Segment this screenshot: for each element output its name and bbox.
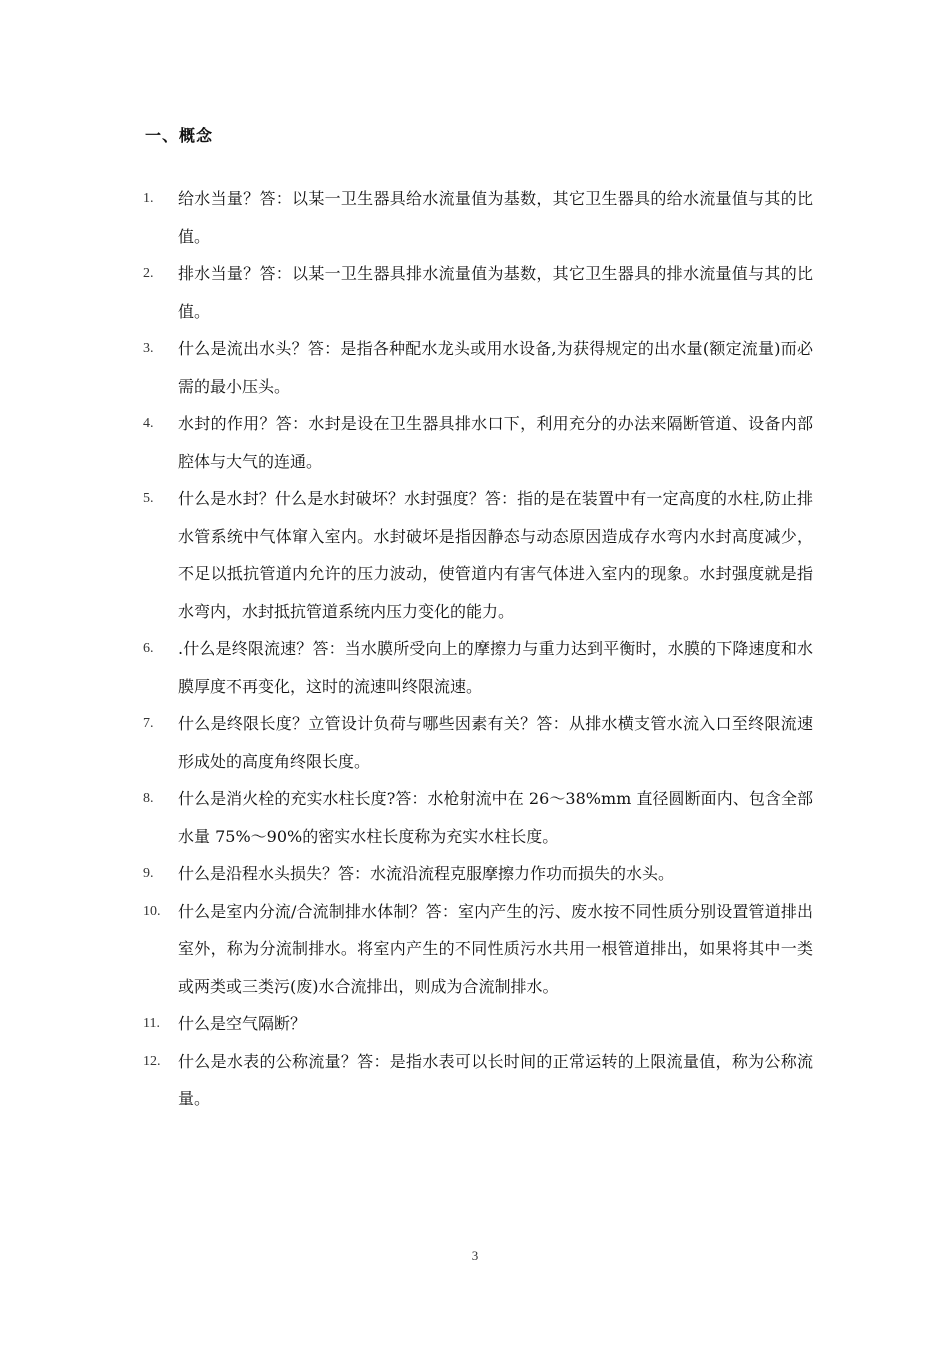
item-text: 水封的作用？答：水封是设在卫生器具排水口下，利用充分的办法来隔断管道、设备内部腔体与大气的连通。 <box>178 414 813 471</box>
list-item <box>143 893 813 1006</box>
list-item <box>143 1005 813 1043</box>
item-number: 7. <box>143 716 154 731</box>
item-text: 什么是水表的公称流量？答：是指水表可以长时间的正常运转的上限流量值，称为公称流量。 <box>178 1051 813 1108</box>
item-text: 什么是水封？什么是水封破坏？水封强度？答：指的是在装置中有一定高度的水柱,防止排水管系统中气体窜入室内。水封破坏是指因静态与动态原因造成存水弯内水封高度减少，不足以抵抗管道内允许的压力波动，使管道内有害气体进入室内的现象。水封强度就是指水弯内，水封抵抗管道系统内压力变化的能力。 <box>178 489 813 621</box>
item-text: 什么是空气隔断？ <box>178 1014 307 1033</box>
list-item <box>143 180 813 255</box>
list-item <box>143 630 813 705</box>
item-text: 什么是消火栓的充实水柱长度?答：水枪射流中在 26～38%mm 直径圆断面内、包含全部水量 75%～90%的密实水柱长度称为充实水柱长度。 <box>178 789 813 846</box>
item-number: 3. <box>143 341 154 356</box>
item-text: 什么是流出水头？答：是指各种配水龙头或用水设备,为获得规定的出水量(额定流量)而必需的最小压头。 <box>178 339 813 396</box>
item-number: 2. <box>143 266 154 281</box>
item-text: 给水当量？答：以某一卫生器具给水流量值为基数，其它卫生器具的给水流量值与其的比值。 <box>178 189 813 246</box>
item-number: 9. <box>143 866 154 881</box>
item-number: 1. <box>143 191 154 206</box>
list-item <box>143 405 813 480</box>
item-number: 5. <box>143 491 154 506</box>
list-item <box>143 1043 813 1118</box>
list-item <box>143 705 813 780</box>
list-item <box>143 255 813 330</box>
list-item <box>143 330 813 405</box>
item-number: 12. <box>143 1053 161 1069</box>
item-number: 8. <box>143 791 154 806</box>
item-number: 6. <box>143 641 154 656</box>
concept-list <box>143 180 813 1118</box>
list-item <box>143 855 813 893</box>
item-text: .什么是终限流速？答：当水膜所受向上的摩擦力与重力达到平衡时，水膜的下降速度和水膜厚度不再变化，这时的流速叫终限流速。 <box>178 639 813 696</box>
section-heading: 一、概念 <box>145 126 214 145</box>
item-number: 4. <box>143 416 154 431</box>
item-text: 什么是沿程水头损失？答：水流沿流程克服摩擦力作功而损失的水头。 <box>178 864 675 883</box>
list-item <box>143 780 813 855</box>
item-number: 10. <box>143 903 161 919</box>
item-text: 排水当量？答：以某一卫生器具排水流量值为基数，其它卫生器具的排水流量值与其的比值。 <box>178 264 813 321</box>
item-number: 11. <box>143 1016 160 1031</box>
page-number: 3 <box>471 1248 479 1263</box>
item-text: 什么是室内分流/合流制排水体制？答：室内产生的污、废水按不同性质分别设置管道排出室外，称为分流制排水。将室内产生的不同性质污水共用一根管道排出，如果将其中一类或两类或三类污(废)水合流排出，则成为合流制排水。 <box>178 901 813 996</box>
list-item <box>143 480 813 630</box>
item-text: 什么是终限长度？立管设计负荷与哪些因素有关？答：从排水横支管水流入口至终限流速形成处的高度角终限长度。 <box>178 714 813 771</box>
